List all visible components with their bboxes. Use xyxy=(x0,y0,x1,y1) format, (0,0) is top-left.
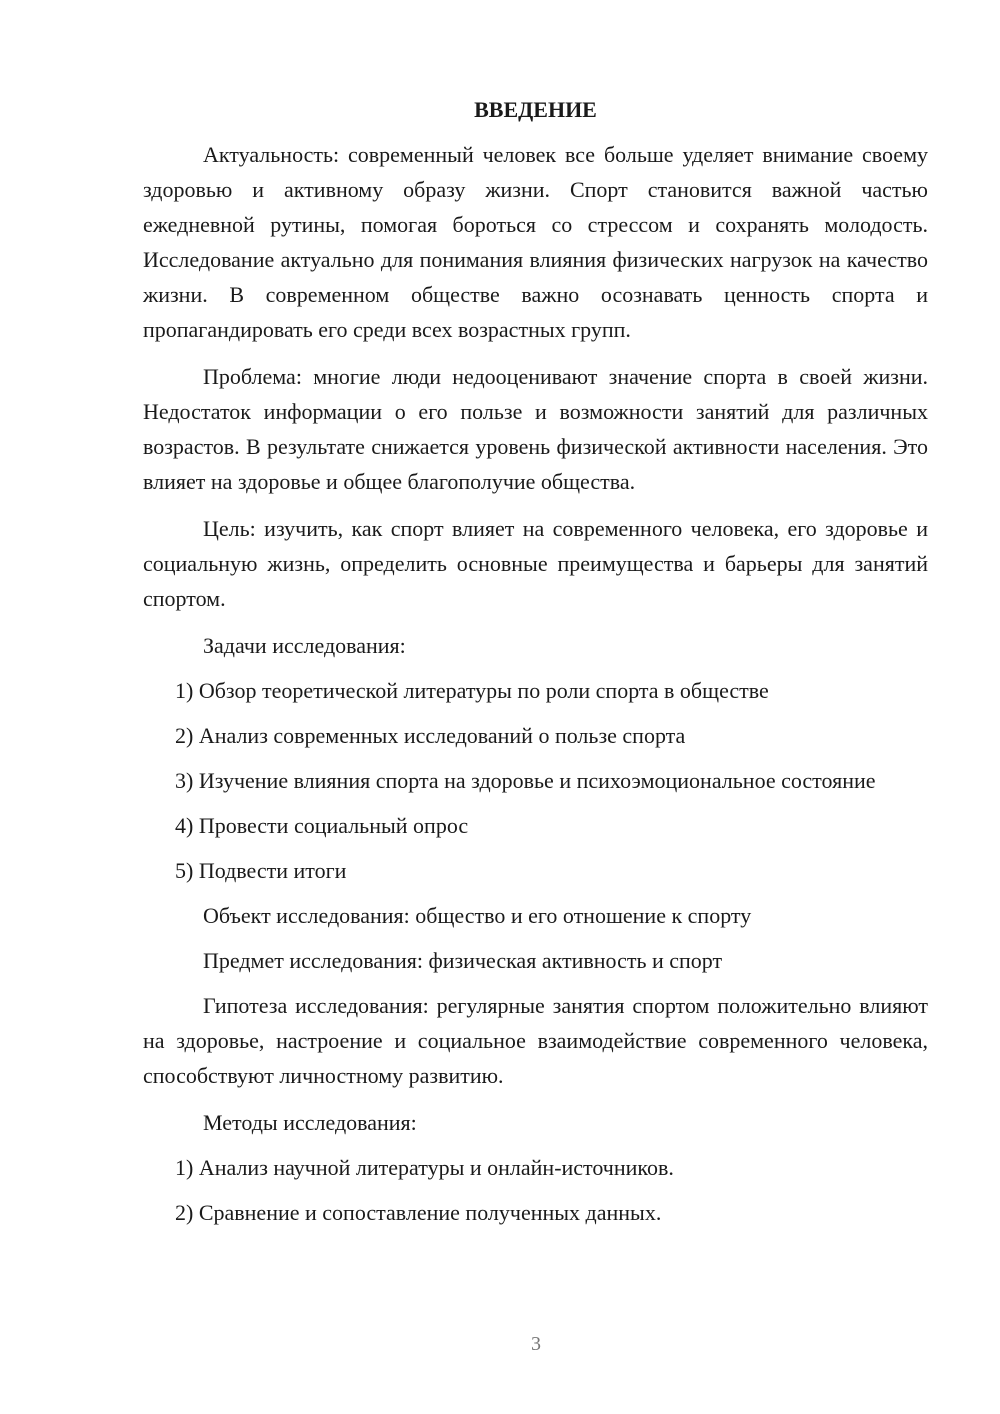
research-subject: Предмет исследования: физическая активность и спорт xyxy=(203,948,723,973)
paragraph-hypothesis: Гипотеза исследования: регулярные занятия спортом положительно влияют на здоровье, настроение и социальное взаимодействие современного человека, способствуют личностному развитию. xyxy=(143,993,928,1088)
page-number: 3 xyxy=(531,1333,541,1355)
paragraph-problem: Проблема: многие люди недооценивают значение спорта в своей жизни. Недостаток информации о его пользе и возможности занятий для различных возрастов. В результате снижается уровень физической активности населения. Это влияет на здоровье и общее благополучие общества. xyxy=(143,364,928,494)
page-content xyxy=(143,92,928,1240)
task-item-3: 3) Изучение влияния спорта на здоровье и психоэмоциональное состояние xyxy=(175,768,876,793)
task-item-1: 1) Обзор теоретической литературы по роли спорта в обществе xyxy=(175,678,769,703)
method-item-1: 1) Анализ научной литературы и онлайн-источников. xyxy=(175,1155,674,1180)
paragraph-relevance: Актуальность: современный человек все больше уделяет внимание своему здоровью и активному образу жизни. Спорт становится важной частью ежедневной рутины, помогая бороться со стрессом и сохранять молодость. Исследование актуально для понимания влияния физических нагрузок на качество жизни. В современном обществе важно осознавать ценность спорта и пропагандировать его среди всех возрастных групп. xyxy=(143,142,928,342)
tasks-title: Задачи исследования: xyxy=(203,633,406,658)
page-heading: ВВЕДЕНИЕ xyxy=(474,97,597,122)
task-item-5: 5) Подвести итоги xyxy=(175,858,347,883)
methods-title: Методы исследования: xyxy=(203,1110,417,1135)
method-item-2: 2) Сравнение и сопоставление полученных данных. xyxy=(175,1200,662,1225)
paragraph-goal: Цель: изучить, как спорт влияет на современного человека, его здоровье и социальную жизнь, определить основные преимущества и барьеры для занятий спортом. xyxy=(143,516,928,611)
task-item-2: 2) Анализ современных исследований о пользе спорта xyxy=(175,723,686,748)
task-item-4: 4) Провести социальный опрос xyxy=(175,813,469,838)
research-object: Объект исследования: общество и его отношение к спорту xyxy=(203,903,752,928)
